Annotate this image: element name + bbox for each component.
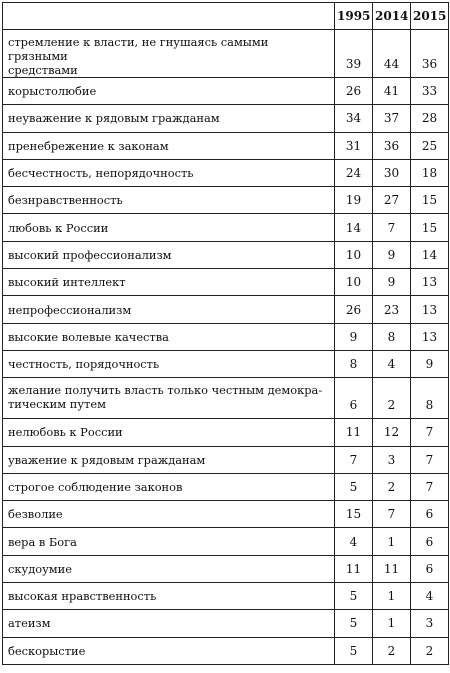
header-row bbox=[3, 3, 449, 30]
table-row bbox=[3, 610, 449, 637]
value-2015: 15 bbox=[411, 187, 449, 214]
value-2015: 6 bbox=[411, 528, 449, 555]
row-label: высокий профессионализм bbox=[3, 241, 335, 268]
row-label: вера в Бога bbox=[3, 528, 335, 555]
value-2014: 7 bbox=[373, 214, 411, 241]
value-1995: 31 bbox=[335, 132, 373, 159]
row-label-line: желание получить власть только честным демокра- bbox=[8, 383, 323, 398]
value-1995: 9 bbox=[335, 323, 373, 350]
row-label: высокая нравственность bbox=[3, 583, 335, 610]
value-2015: 13 bbox=[411, 296, 449, 323]
value-2015: 18 bbox=[411, 159, 449, 186]
value-1995: 4 bbox=[335, 528, 373, 555]
value-1995: 26 bbox=[335, 78, 373, 105]
table-row bbox=[3, 30, 449, 78]
value-2015: 7 bbox=[411, 419, 449, 446]
value-2015: 13 bbox=[411, 269, 449, 296]
row-label: бесчестность, непорядочность bbox=[3, 159, 335, 186]
value-2014: 41 bbox=[373, 78, 411, 105]
value-2015: 36 bbox=[411, 30, 449, 78]
row-label: безволие bbox=[3, 501, 335, 528]
value-2014: 2 bbox=[373, 637, 411, 664]
value-1995: 5 bbox=[335, 637, 373, 664]
value-2014: 30 bbox=[373, 159, 411, 186]
header-label-cell bbox=[3, 3, 335, 30]
table-row bbox=[3, 132, 449, 159]
value-2014: 8 bbox=[373, 323, 411, 350]
value-2015: 7 bbox=[411, 473, 449, 500]
value-2015: 3 bbox=[411, 610, 449, 637]
row-label: непрофессионализм bbox=[3, 296, 335, 323]
value-2015: 2 bbox=[411, 637, 449, 664]
value-2014: 4 bbox=[373, 350, 411, 377]
value-2014: 37 bbox=[373, 105, 411, 132]
row-label: корыстолюбие bbox=[3, 78, 335, 105]
row-label-line: тическим путем bbox=[8, 397, 106, 412]
value-1995: 10 bbox=[335, 241, 373, 268]
table-row bbox=[3, 105, 449, 132]
header-year-1995: 1995 bbox=[335, 3, 373, 30]
value-1995: 14 bbox=[335, 214, 373, 241]
row-label: неуважение к рядовым гражданам bbox=[3, 105, 335, 132]
value-2015: 28 bbox=[411, 105, 449, 132]
table-row bbox=[3, 350, 449, 377]
value-1995: 24 bbox=[335, 159, 373, 186]
table-row bbox=[3, 78, 449, 105]
table-row bbox=[3, 159, 449, 186]
data-table bbox=[2, 2, 449, 665]
value-1995: 10 bbox=[335, 269, 373, 296]
table-row bbox=[3, 528, 449, 555]
value-2015: 33 bbox=[411, 78, 449, 105]
value-2014: 9 bbox=[373, 241, 411, 268]
row-label-line: средствами bbox=[8, 63, 78, 77]
row-label: строгое соблюдение законов bbox=[3, 473, 335, 500]
value-2014: 11 bbox=[373, 555, 411, 582]
value-2015: 8 bbox=[411, 378, 449, 419]
table-row bbox=[3, 637, 449, 664]
table-row bbox=[3, 446, 449, 473]
value-2014: 1 bbox=[373, 610, 411, 637]
table-row bbox=[3, 473, 449, 500]
value-1995: 19 bbox=[335, 187, 373, 214]
value-2015: 4 bbox=[411, 583, 449, 610]
value-1995: 5 bbox=[335, 583, 373, 610]
value-2014: 27 bbox=[373, 187, 411, 214]
value-1995: 5 bbox=[335, 473, 373, 500]
value-2014: 7 bbox=[373, 501, 411, 528]
value-2014: 12 bbox=[373, 419, 411, 446]
value-2014: 2 bbox=[373, 378, 411, 419]
value-1995: 11 bbox=[335, 555, 373, 582]
value-1995: 26 bbox=[335, 296, 373, 323]
value-2015: 6 bbox=[411, 501, 449, 528]
table-row bbox=[3, 419, 449, 446]
value-2015: 13 bbox=[411, 323, 449, 350]
row-label: нелюбовь к России bbox=[3, 419, 335, 446]
value-1995: 7 bbox=[335, 446, 373, 473]
row-label: атеизм bbox=[3, 610, 335, 637]
row-label bbox=[3, 30, 335, 78]
value-2014: 44 bbox=[373, 30, 411, 78]
table-row bbox=[3, 187, 449, 214]
row-label: честность, порядочность bbox=[3, 350, 335, 377]
table-row bbox=[3, 583, 449, 610]
table-row bbox=[3, 555, 449, 582]
value-2014: 23 bbox=[373, 296, 411, 323]
table-row bbox=[3, 378, 449, 419]
value-2015: 25 bbox=[411, 132, 449, 159]
row-label: бескорыстие bbox=[3, 637, 335, 664]
value-2015: 7 bbox=[411, 446, 449, 473]
value-1995: 6 bbox=[335, 378, 373, 419]
table-row bbox=[3, 501, 449, 528]
row-label bbox=[3, 378, 335, 419]
value-2015: 14 bbox=[411, 241, 449, 268]
value-2014: 2 bbox=[373, 473, 411, 500]
table-row bbox=[3, 241, 449, 268]
table-row bbox=[3, 214, 449, 241]
row-label: любовь к России bbox=[3, 214, 335, 241]
value-2015: 15 bbox=[411, 214, 449, 241]
value-2015: 9 bbox=[411, 350, 449, 377]
value-1995: 15 bbox=[335, 501, 373, 528]
value-2014: 36 bbox=[373, 132, 411, 159]
row-label: высокий интеллект bbox=[3, 269, 335, 296]
table-row bbox=[3, 269, 449, 296]
value-1995: 5 bbox=[335, 610, 373, 637]
value-2014: 1 bbox=[373, 528, 411, 555]
row-label: безнравственность bbox=[3, 187, 335, 214]
value-2014: 3 bbox=[373, 446, 411, 473]
value-1995: 11 bbox=[335, 419, 373, 446]
row-label: высокие волевые качества bbox=[3, 323, 335, 350]
value-1995: 8 bbox=[335, 350, 373, 377]
row-label: пренебрежение к законам bbox=[3, 132, 335, 159]
header-year-2014: 2014 bbox=[373, 3, 411, 30]
value-2014: 9 bbox=[373, 269, 411, 296]
row-label-line: стремление к власти, не гнушаясь самыми грязными bbox=[8, 35, 269, 63]
row-label: уважение к рядовым гражданам bbox=[3, 446, 335, 473]
value-2015: 6 bbox=[411, 555, 449, 582]
table-row bbox=[3, 296, 449, 323]
row-label: скудоумие bbox=[3, 555, 335, 582]
table-body bbox=[3, 30, 449, 665]
value-1995: 39 bbox=[335, 30, 373, 78]
value-2014: 1 bbox=[373, 583, 411, 610]
header-year-2015: 2015 bbox=[411, 3, 449, 30]
value-1995: 34 bbox=[335, 105, 373, 132]
table-row bbox=[3, 323, 449, 350]
